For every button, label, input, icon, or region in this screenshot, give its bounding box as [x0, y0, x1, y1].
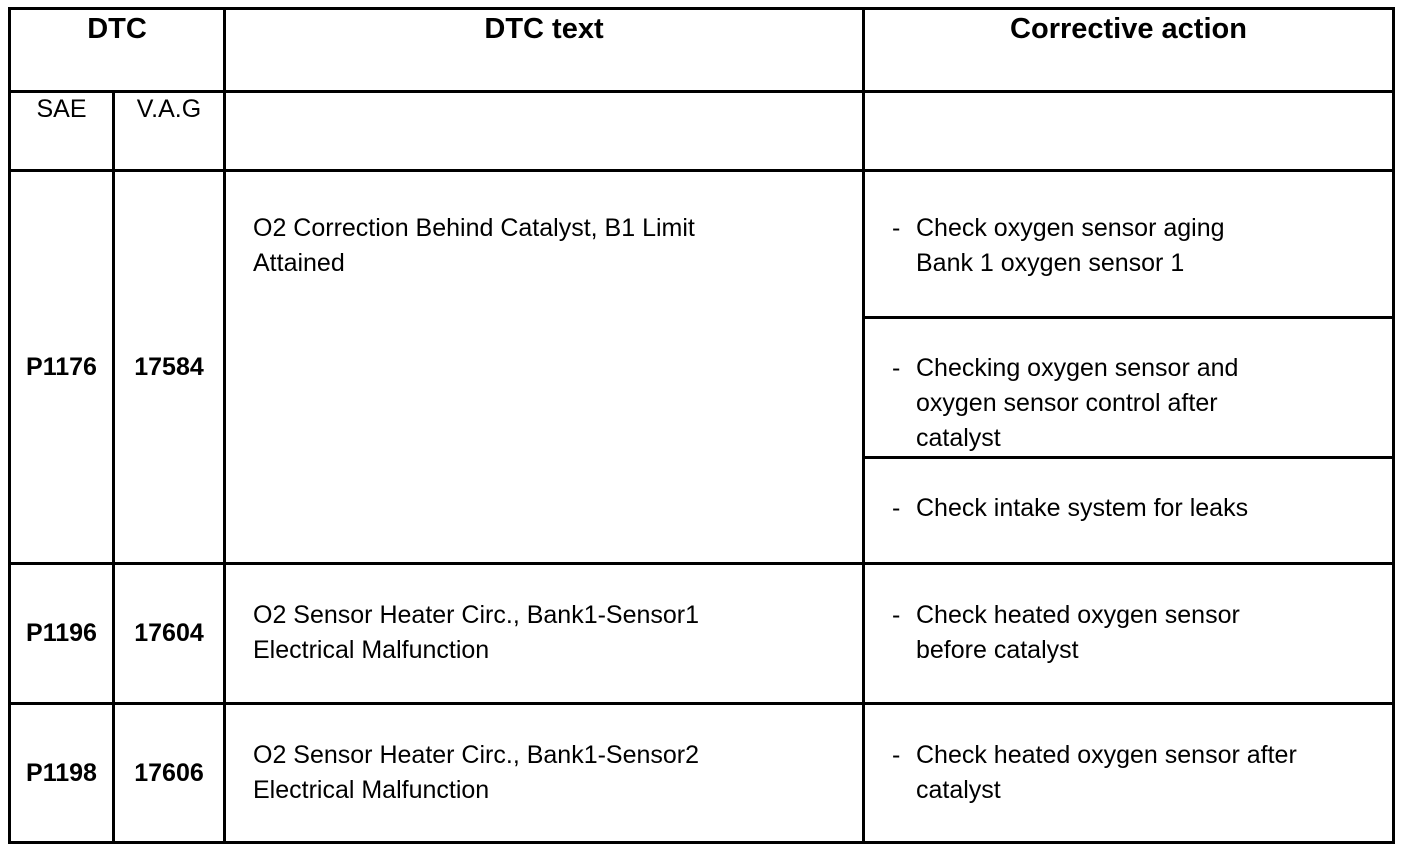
- action-divider-1: [862, 316, 1395, 319]
- row1-vag-code: 17584: [134, 352, 204, 381]
- dash-bullet: -: [892, 354, 901, 382]
- dash-bullet: -: [892, 494, 901, 522]
- table-border-bottom: [8, 841, 1395, 844]
- row3-action-1-text: Check heated oxygen sensor after catalyst: [916, 741, 1297, 804]
- row1-dtc-text: O2 Correction Behind Catalyst, B1 Limit Attained: [253, 214, 695, 277]
- subheader-sae: SAE: [36, 95, 87, 123]
- row1-action-2-text: Checking oxygen sensor and oxygen sensor control after catalyst: [916, 354, 1239, 452]
- row3-sae-code: P1198: [26, 758, 97, 787]
- row1-action-2: [865, 351, 1392, 456]
- divider-dtc-text: [223, 7, 226, 844]
- dash-bullet: -: [892, 601, 901, 629]
- subheader-vag: V.A.G: [136, 95, 202, 123]
- row1-action-3: [865, 491, 1392, 526]
- row1-sae-code: P1176: [26, 352, 97, 381]
- dash-bullet: -: [892, 214, 901, 242]
- header-dtc: DTC: [87, 13, 147, 45]
- row2-vag-code: 17604: [134, 619, 204, 647]
- row2-action-1-text: Check heated oxygen sensor before catalyst: [916, 601, 1240, 664]
- row3-action-1: [865, 738, 1392, 808]
- action-divider-2: [862, 456, 1395, 459]
- header-dtc-text: DTC text: [484, 13, 604, 45]
- row1-action-1: [865, 211, 1392, 281]
- table-border-top: [8, 7, 1395, 10]
- row1-action-3-text: Check intake system for leaks: [916, 494, 1249, 522]
- row2-dtc-text: O2 Sensor Heater Circ., Bank1-Sensor1 Electrical Malfunction: [253, 601, 700, 664]
- table-border-right: [1392, 7, 1395, 844]
- row3-vag-code: 17606: [134, 758, 204, 787]
- row2-action-1: [865, 598, 1392, 668]
- dash-bullet: -: [892, 741, 901, 769]
- row1-action-1-text: Check oxygen sensor aging Bank 1 oxygen sensor 1: [916, 214, 1225, 277]
- row2-sae-code: P1196: [26, 619, 97, 647]
- header-corrective-action: Corrective action: [1010, 13, 1247, 45]
- row3-dtc-text: O2 Sensor Heater Circ., Bank1-Sensor2 Electrical Malfunction: [253, 741, 700, 804]
